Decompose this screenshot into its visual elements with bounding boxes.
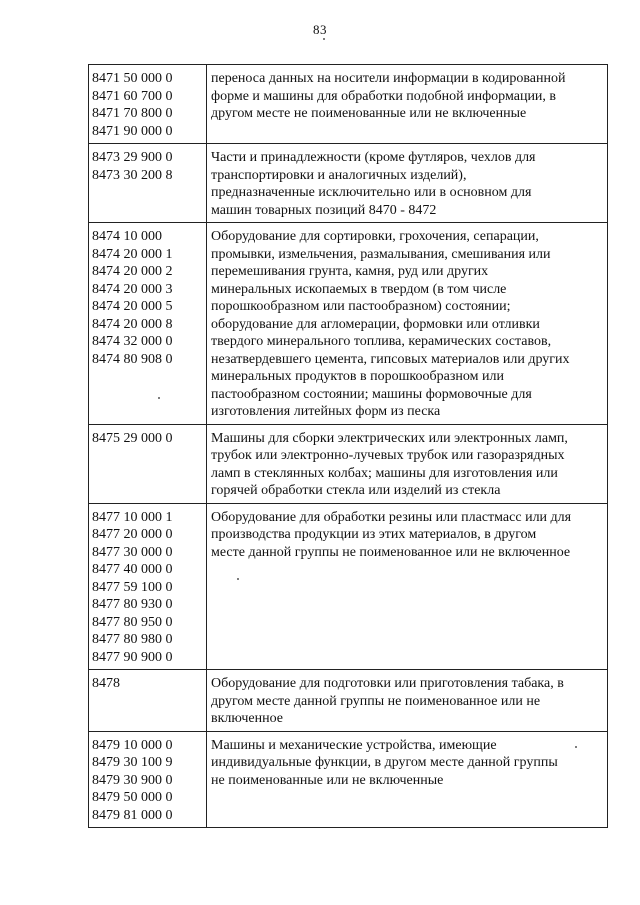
tnved-code: 8471 50 000 0 — [92, 71, 173, 86]
description-line: Машины и механические устройства, имеющие — [211, 737, 497, 753]
code-cell — [89, 144, 207, 223]
tnved-code: 8479 81 000 0 — [92, 807, 173, 823]
tnved-code: 8471 90 000 0 — [92, 123, 173, 139]
description-line: другом месте не поименованные или не включенные — [211, 106, 527, 121]
description-line: переноса данных на носители информации в кодированной — [211, 71, 566, 86]
tnved-code: 8474 20 000 8 — [92, 316, 173, 332]
code-cell — [89, 503, 207, 670]
table-body — [89, 65, 608, 828]
table-row — [89, 144, 608, 223]
description-line: порошкообразном или пастообразном) состоянии; — [211, 299, 511, 314]
tnved-code: 8475 29 000 0 — [92, 430, 173, 446]
code-cell — [89, 223, 207, 425]
code-cell — [89, 65, 207, 144]
table-row — [89, 670, 608, 732]
code-cell — [89, 424, 207, 503]
tnved-code: 8477 80 950 0 — [92, 614, 173, 630]
code-cell — [89, 731, 207, 828]
table-row — [89, 65, 608, 144]
description-line: машин товарных позиций 8470 - 8472 — [211, 202, 437, 218]
description-line: предназначенные исключительно или в основном для — [211, 185, 532, 200]
description-line: Машины для сборки электрических или электронных ламп, — [211, 430, 568, 446]
description-line: оборудование для агломерации, формовки или отливки — [211, 316, 540, 332]
description-line: твердого минерального топлива, керамических составов, — [211, 334, 552, 349]
description-cell — [207, 731, 608, 828]
tnved-code: 8474 20 000 5 — [92, 299, 173, 314]
description-cell — [207, 144, 608, 223]
scan-speck — [237, 578, 239, 580]
tnved-code: 8473 30 200 8 — [92, 167, 173, 183]
description-line: месте данной группы не поименованное или не включенное — [211, 544, 571, 560]
tnved-code: 8479 50 000 0 — [92, 790, 173, 805]
tnved-code-table — [88, 64, 608, 828]
tnved-code: 8471 60 700 0 — [92, 88, 173, 104]
tnved-code: 8474 20 000 1 — [92, 246, 173, 262]
description-line: минеральных ископаемых в твердом (в том числе — [211, 281, 507, 297]
tnved-code: 8479 30 100 9 — [92, 755, 173, 770]
table-row — [89, 223, 608, 425]
tnved-code: 8471 70 800 0 — [92, 106, 173, 121]
tnved-code: 8477 20 000 0 — [92, 527, 173, 542]
tnved-code: 8474 32 000 0 — [92, 334, 173, 349]
description-line: Оборудование для обработки резины или пластмасс или для — [211, 509, 572, 525]
description-cell — [207, 424, 608, 503]
table-row — [89, 731, 608, 828]
tnved-code: 8477 40 000 0 — [92, 562, 173, 577]
tnved-code: 8474 80 908 0 — [92, 351, 173, 367]
tnved-code: 8477 10 000 1 — [92, 509, 173, 525]
tnved-code: 8479 10 000 0 — [92, 737, 173, 753]
page-number: 83 — [313, 22, 327, 37]
description-line: незатвердевшего цемента, гипсовых материалов или других — [211, 351, 570, 367]
scan-speck — [575, 746, 577, 748]
code-cell — [89, 670, 207, 732]
scan-speck — [323, 38, 325, 40]
description-line: перемешивания грунта, камня, руд или других — [211, 264, 489, 279]
tnved-code: 8477 80 930 0 — [92, 597, 173, 612]
description-cell — [207, 223, 608, 425]
description-cell — [207, 503, 608, 670]
description-line: включенное — [211, 711, 283, 726]
description-line: минеральных продуктов в порошкообразном или — [211, 369, 504, 384]
description-line: пастообразном состоянии; машины формовочные для — [211, 386, 532, 402]
description-line: индивидуальные функции, в другом месте данной группы — [211, 755, 558, 770]
tnved-code: 8473 29 900 0 — [92, 150, 173, 165]
description-cell — [207, 670, 608, 732]
tnved-code: 8474 20 000 3 — [92, 281, 173, 297]
description-line: производства продукции из этих материалов, в другом — [211, 527, 537, 542]
description-line: транспортировки и аналогичных изделий), — [211, 167, 467, 183]
description-line: изготовления литейных форм из песка — [211, 404, 441, 419]
description-line: горячей обработки стекла или изделий из стекла — [211, 483, 501, 498]
tnved-code: 8479 30 900 0 — [92, 772, 173, 788]
tnved-code: 8474 20 000 2 — [92, 264, 173, 279]
table-row — [89, 503, 608, 670]
description-line: другом месте данной группы не поименованное или не — [211, 693, 541, 709]
description-cell — [207, 65, 608, 144]
tnved-code: 8477 59 100 0 — [92, 579, 173, 595]
description-line: форме и машины для обработки подобной информации, в — [211, 88, 557, 104]
table-row — [89, 424, 608, 503]
scan-speck — [158, 397, 160, 399]
description-line: ламп в стеклянных колбах; машины для изготовления или — [211, 465, 558, 481]
tnved-code: 8474 10 000 — [92, 229, 162, 244]
description-line: Оборудование для сортировки, грохочения, сепарации, — [211, 229, 539, 244]
description-line: не поименованные или не включенные — [211, 772, 444, 788]
tnved-code: 8477 90 900 0 — [92, 649, 173, 665]
tnved-code: 8477 30 000 0 — [92, 544, 173, 560]
description-line: Оборудование для подготовки или приготовления табака, в — [211, 676, 564, 691]
description-line: трубок или электронно-лучевых трубок или газоразрядных — [211, 448, 565, 463]
tnved-code: 8478 — [92, 676, 120, 691]
tnved-code: 8477 80 980 0 — [92, 632, 173, 647]
description-line: Части и принадлежности (кроме футляров, чехлов для — [211, 150, 536, 165]
description-line: промывки, измельчения, размалывания, смешивания или — [211, 246, 551, 262]
